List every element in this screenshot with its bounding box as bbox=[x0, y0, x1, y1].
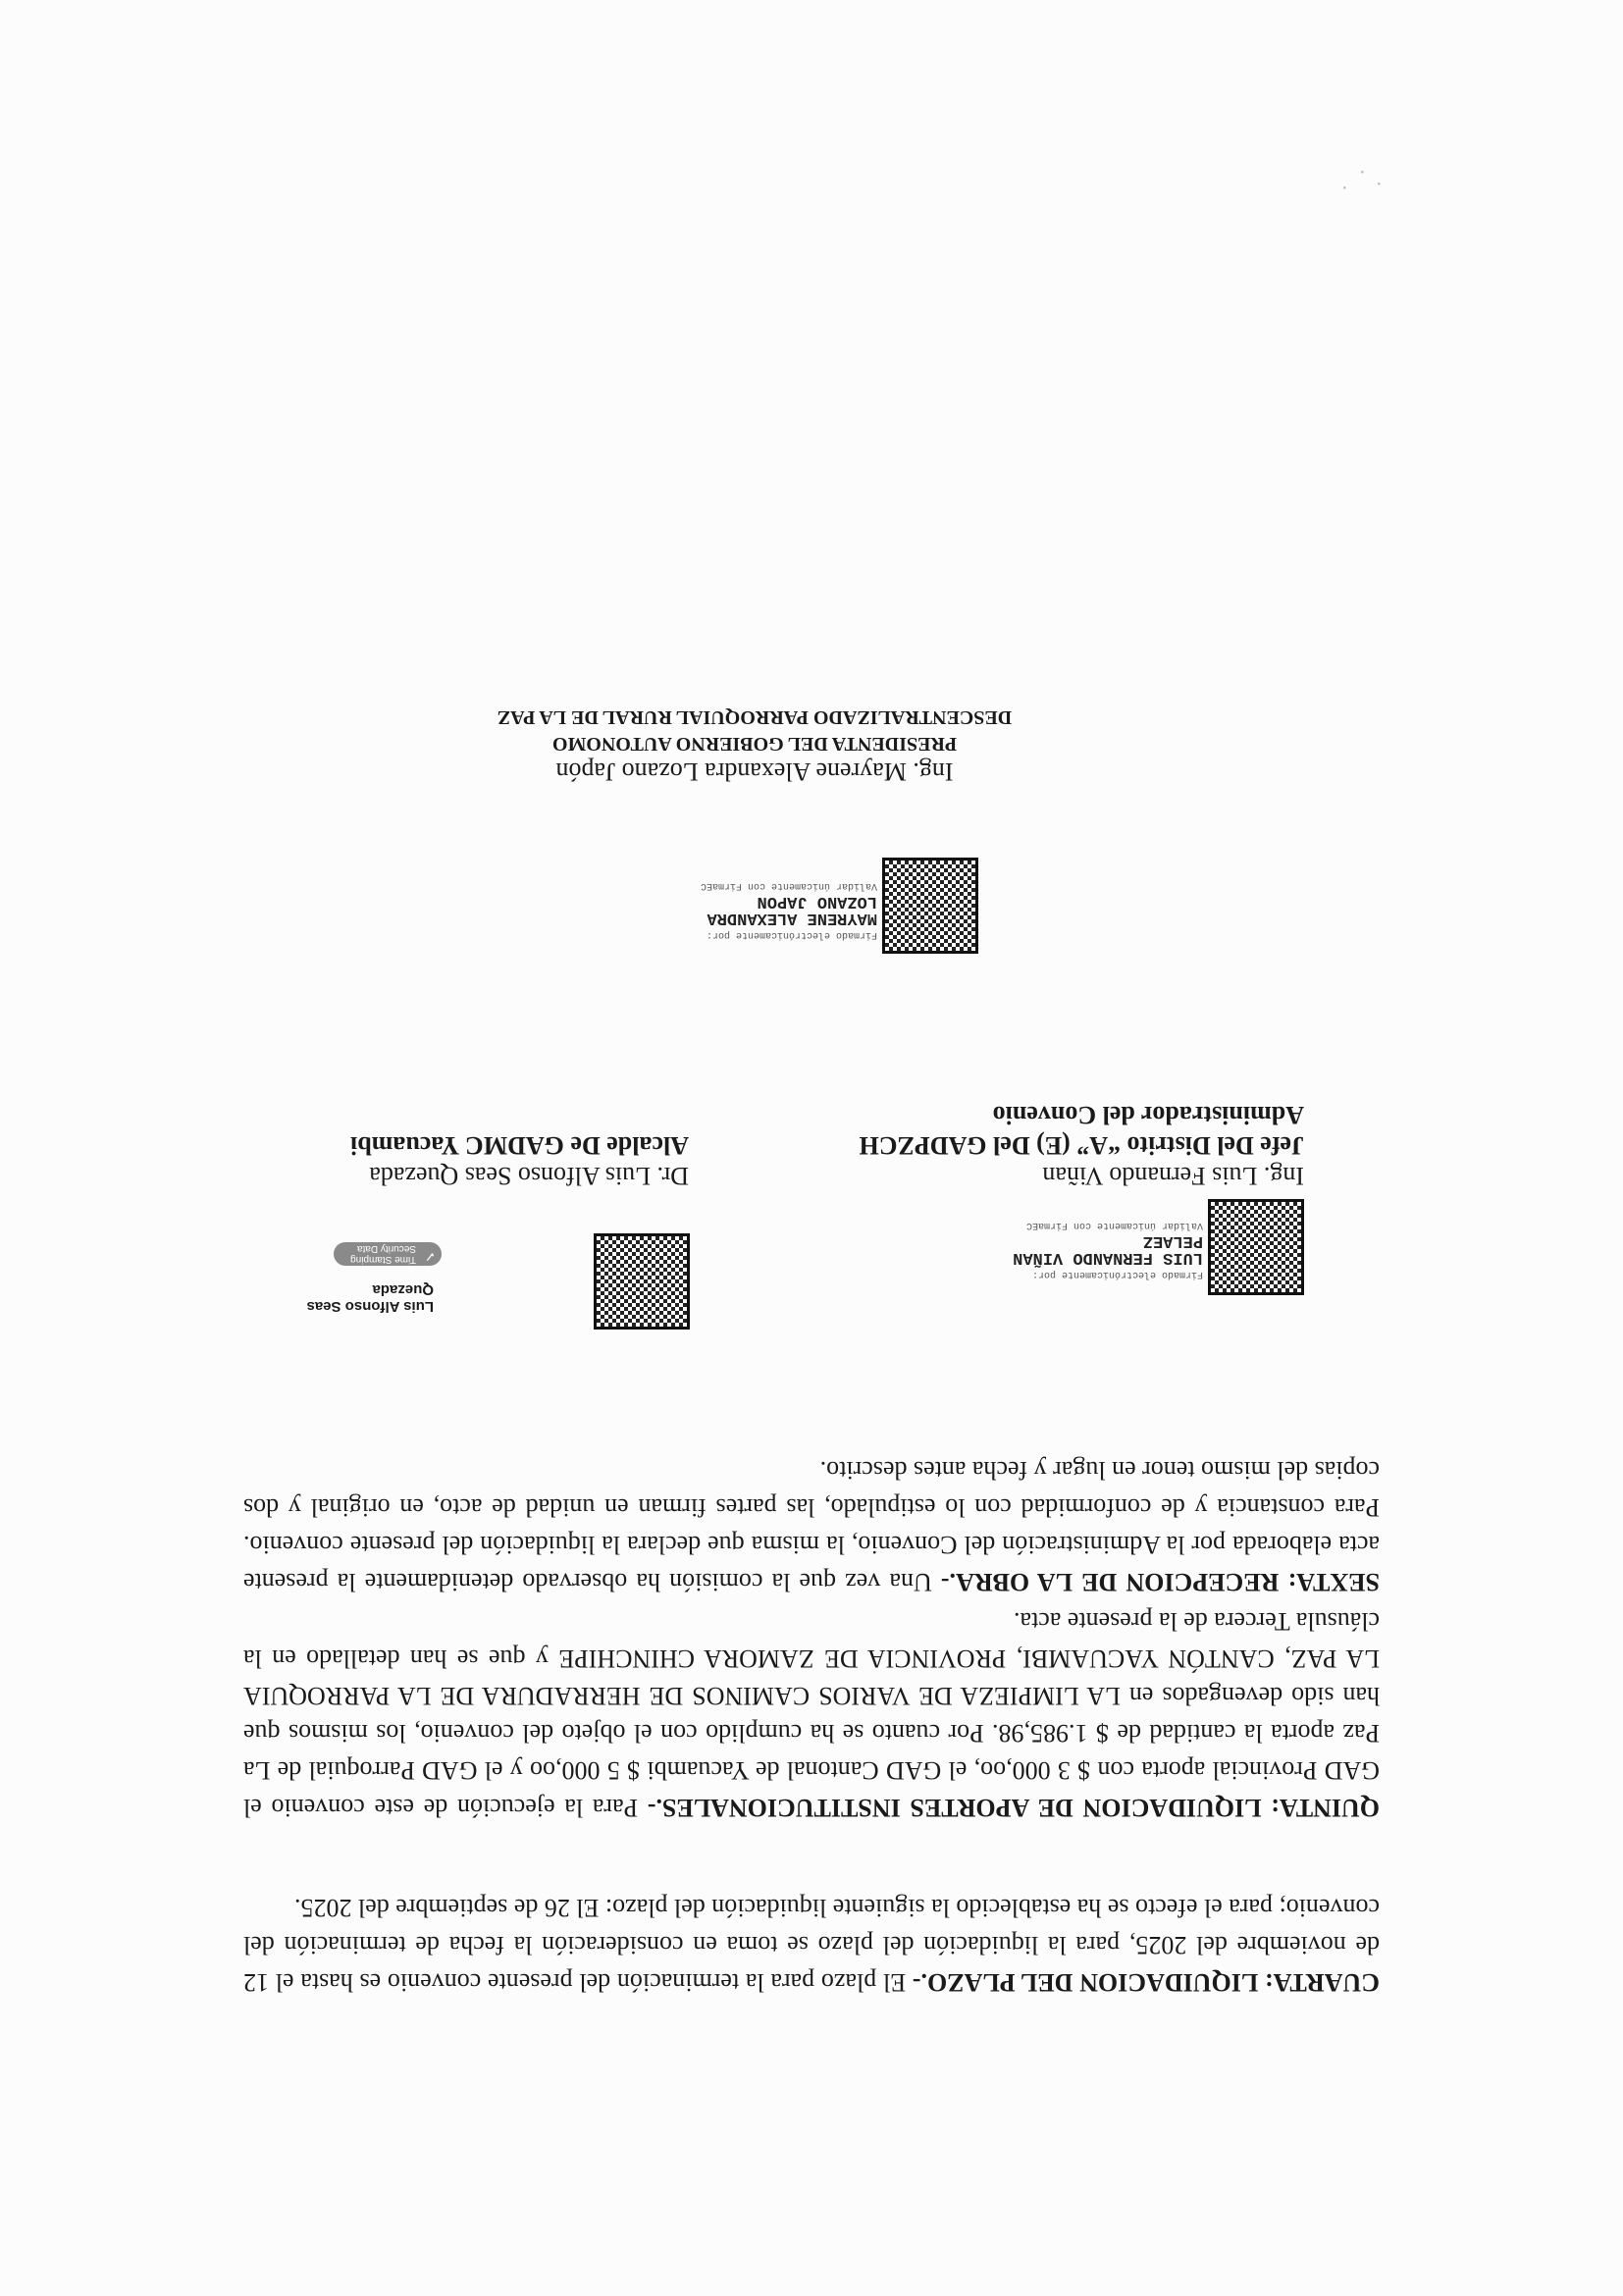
esign-stamp-center-validate: Validar únicamente con FirmaEC bbox=[700, 880, 877, 891]
signature-right-role2: Administrador del Convenio bbox=[992, 1101, 1304, 1129]
esign-stamp-center-name2: LOZANO JAPON bbox=[757, 892, 877, 911]
scan-speck: · bbox=[1375, 172, 1383, 196]
clause-cuarta bbox=[243, 1889, 1380, 2001]
signature-center-role1: PRESIDENTA DEL GOBIERNO AUTONOMO bbox=[551, 733, 958, 755]
signature-left bbox=[218, 1130, 689, 1191]
qr-code-center bbox=[882, 858, 978, 954]
timestamp-signer-name: Luis Alfonso Seas Quezada bbox=[306, 1281, 434, 1315]
qr-code-right bbox=[1208, 1199, 1304, 1295]
timestamp-badge-line1: ✓ Time Stamping bbox=[350, 1254, 416, 1265]
signature-center-role2: DESCENTRALIZADO PARROQUIAL RURAL DE LA PAZ bbox=[497, 706, 1013, 728]
clause-sexta-text: Una vez que la comisión ha observado detenidamente la presente acta elaborada por la Administración del Convenio, la misma que declara la liquidación del presente convenio. Para constancia y de conformidad con lo estipulado, las partes firman en unidad de acto, en original y dos copias del mismo tenor en lugar y fecha antes descrito. bbox=[243, 1456, 1380, 1596]
esign-stamp-right-name2: PELAEZ bbox=[1142, 1231, 1203, 1250]
qr-code-left bbox=[594, 1233, 690, 1330]
scan-speck: · bbox=[1358, 160, 1366, 184]
esign-stamp-right-validate: Validar únicamente con FirmaEC bbox=[1025, 1220, 1203, 1230]
signature-right bbox=[794, 1100, 1304, 1191]
clause-quinta-heading: QUINTA: LIQUIDACION DE APORTES INSTITUCIONALES.- bbox=[647, 1794, 1380, 1822]
timestamp-badge-line2: Security Data bbox=[356, 1243, 416, 1254]
clause-sexta-heading: SEXTA: RECEPCION DE LA OBRA.- bbox=[940, 1568, 1380, 1596]
esign-stamp-center bbox=[583, 877, 877, 942]
esign-stamp-center-name1: MAYRENE ALEXANDRA bbox=[707, 909, 877, 927]
clause-quinta-text: Para la ejecución de este convenio el GAD Provincial aporta con $ 3 000,oo, el GAD Cantonal de Yacuambi $ 5 000,oo y el GAD Parroquial de La Paz aporta la cantidad de $ 1.985,98. Por cuanto se ha cumplido con el objeto del convenio, los mismos que han sido devengados en LA LIMPIEZA DE VARIOS CAMINOS DE HERRADURA DE LA PARROQUIA LA PAZ, CANTÓN YACUAMBI, PROVINCIA DE ZAMORA CHINCHIPE y que se han detallado en la cláusula Tercera de la presente acta. bbox=[243, 1607, 1380, 1822]
clause-sexta bbox=[243, 1451, 1380, 1600]
esign-stamp-right-name1: LUIS FERNANDO VIÑAN bbox=[1013, 1248, 1203, 1267]
signature-right-name: Ing. Luis Fernando Viñan bbox=[1042, 1162, 1304, 1190]
timestamp-badge bbox=[334, 1242, 442, 1266]
signature-left-role: Alcalde De GADMC Yacuambi bbox=[350, 1131, 689, 1160]
signature-center bbox=[436, 704, 1073, 787]
signature-right-role1: Jefe Del Distrito “A” (E) Del GADPZCH bbox=[859, 1131, 1304, 1160]
esign-stamp-right bbox=[909, 1217, 1203, 1281]
clause-cuarta-heading: CUARTA: LIQUIDACION DEL PLAZO.- bbox=[912, 1968, 1380, 1997]
signature-center-name: Ing. Mayrene Alexandra Lozano Japón bbox=[555, 757, 954, 786]
clause-cuarta-text: El plazo para la terminación del presente convenio es hasta el 12 de noviembre del 2025, para la liquidación del plazo se toma en consideración la fecha de terminación del convenio; para el efecto se ha establecido la siguiente liquidación del plazo: El 26 de septiembre del 2025. bbox=[243, 1894, 1380, 1997]
scan-speck: · bbox=[1340, 176, 1348, 200]
esign-stamp-right-label: Firmado electrónicamente por: bbox=[1031, 1269, 1203, 1279]
signature-left-name: Dr. Luis Alfonso Seas Quezada bbox=[369, 1162, 689, 1190]
esign-stamp-center-label: Firmado electrónicamente por: bbox=[706, 929, 877, 940]
clause-quinta bbox=[243, 1602, 1380, 1826]
